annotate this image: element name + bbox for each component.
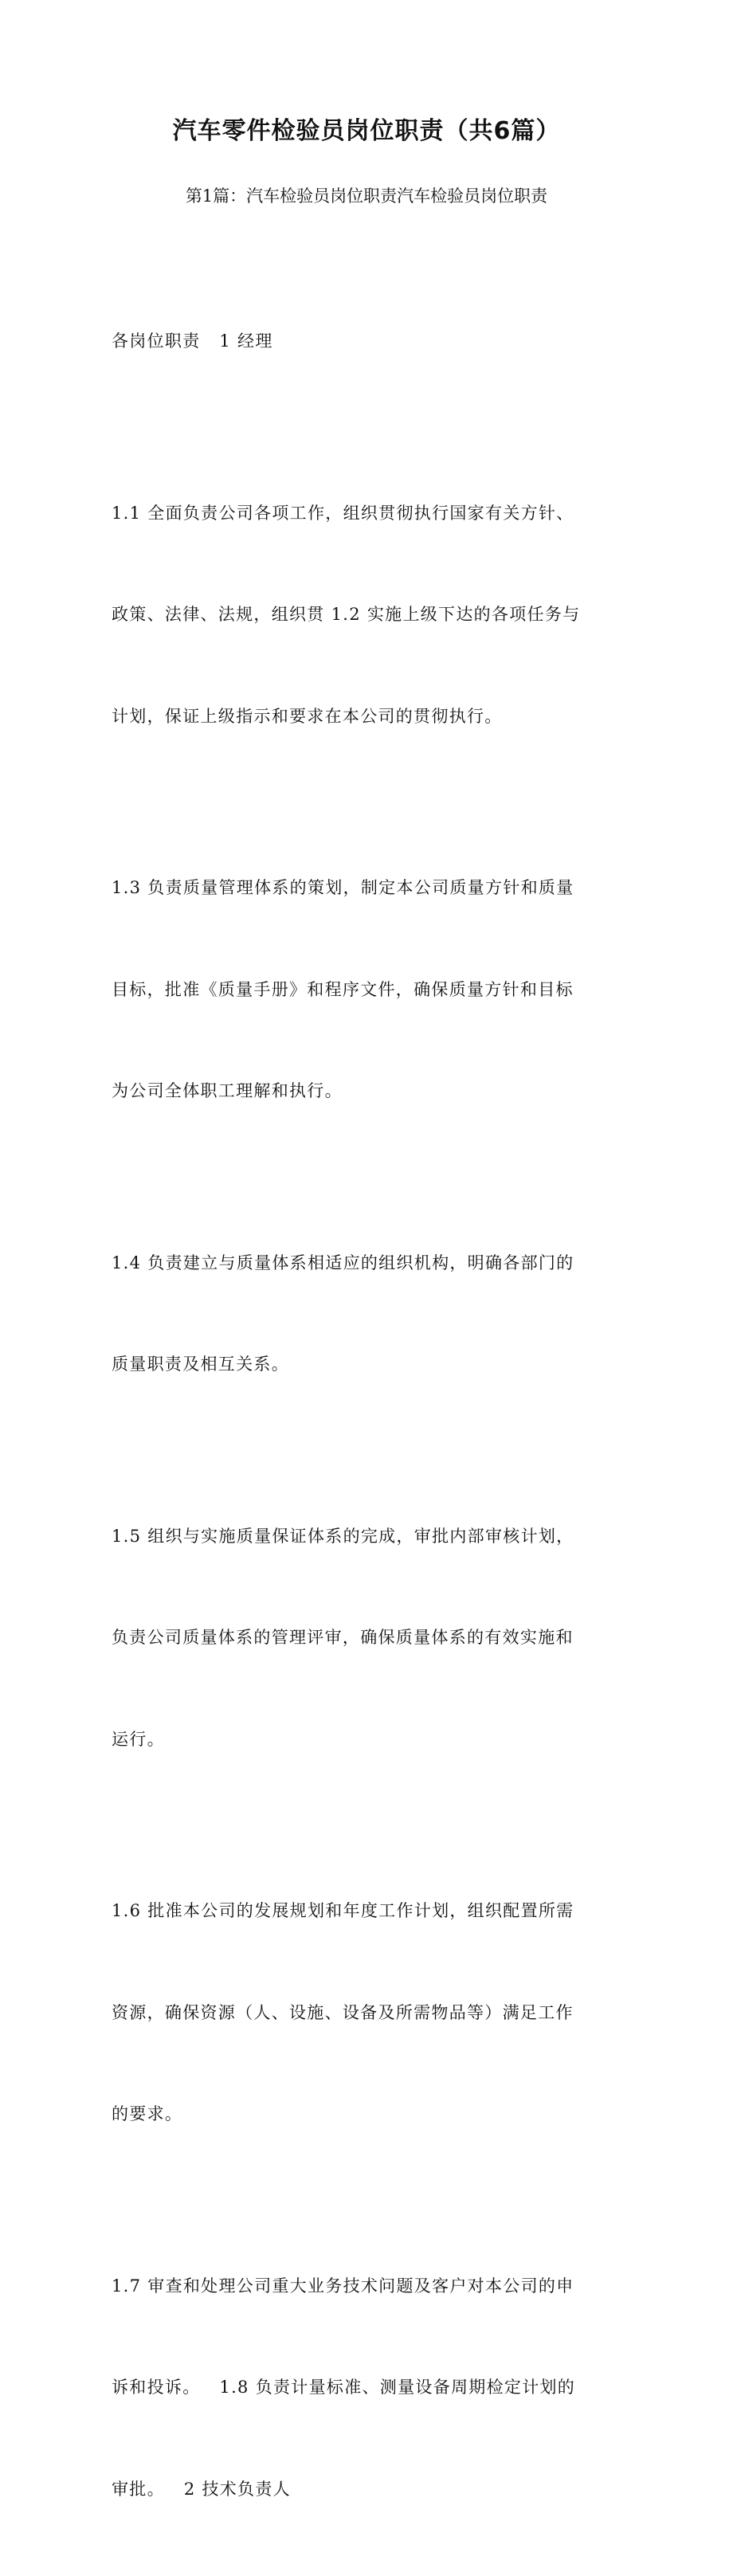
paragraph (112, 2202, 629, 2574)
text-line: 目标，批准《质量手册》和程序文件，确保质量方针和目标 (112, 979, 574, 999)
paragraph (112, 803, 629, 1176)
paragraph (112, 257, 629, 426)
text-line: 计划，保证上级指示和要求在本公司的贯彻执行。 (112, 706, 503, 726)
text-line: 各岗位职责 1 经理 (112, 331, 273, 351)
document-subtitle: 第1篇：汽车检验员岗位职责汽车检验员岗位职责 (185, 186, 548, 206)
document-body (112, 257, 629, 2576)
text-line: 审批。 2 技术负责人 (112, 2479, 291, 2499)
text-line: 运行。 (112, 1729, 165, 1749)
paragraph (112, 429, 629, 802)
text-line: 诉和投诉。 1.8 负责计量标准、测量设备周期检定计划的 (112, 2378, 576, 2397)
text-line: 负责公司质量体系的管理评审，确保质量体系的有效实施和 (112, 1628, 574, 1647)
paragraph (112, 1452, 629, 1825)
text-line: 质量职责及相互关系。 (112, 1355, 289, 1374)
text-line: 1.3 负责质量管理体系的策划，制定本公司质量方针和质量 (112, 878, 574, 897)
paragraph (112, 1826, 629, 2199)
text-line: 资源，确保资源（人、设施、设备及所需物品等）满足工作 (112, 2002, 574, 2022)
text-line: 1.1 全面负责公司各项工作，组织贯彻执行国家有关方针、 (112, 503, 574, 523)
document-title: 汽车零件检验员岗位职责（共6篇） (172, 117, 561, 145)
text-line: 的要求。 (112, 2104, 183, 2123)
text-line: 1.7 审查和处理公司重大业务技术问题及客户对本公司的申 (112, 2276, 574, 2296)
text-line: 1.4 负责建立与质量体系相适应的组织机构，明确各部门的 (112, 1253, 574, 1272)
text-line: 1.5 组织与实施质量保证体系的完成，审批内部审核计划， (112, 1526, 574, 1546)
text-line: 政策、法律、法规，组织贯 1.2 实施上级下达的各项任务与 (112, 605, 581, 624)
text-line: 为公司全体职工理解和执行。 (112, 1081, 343, 1100)
text-line: 1.6 批准本公司的发展规划和年度工作计划，组织配置所需 (112, 1901, 574, 1920)
paragraph (112, 1178, 629, 1449)
